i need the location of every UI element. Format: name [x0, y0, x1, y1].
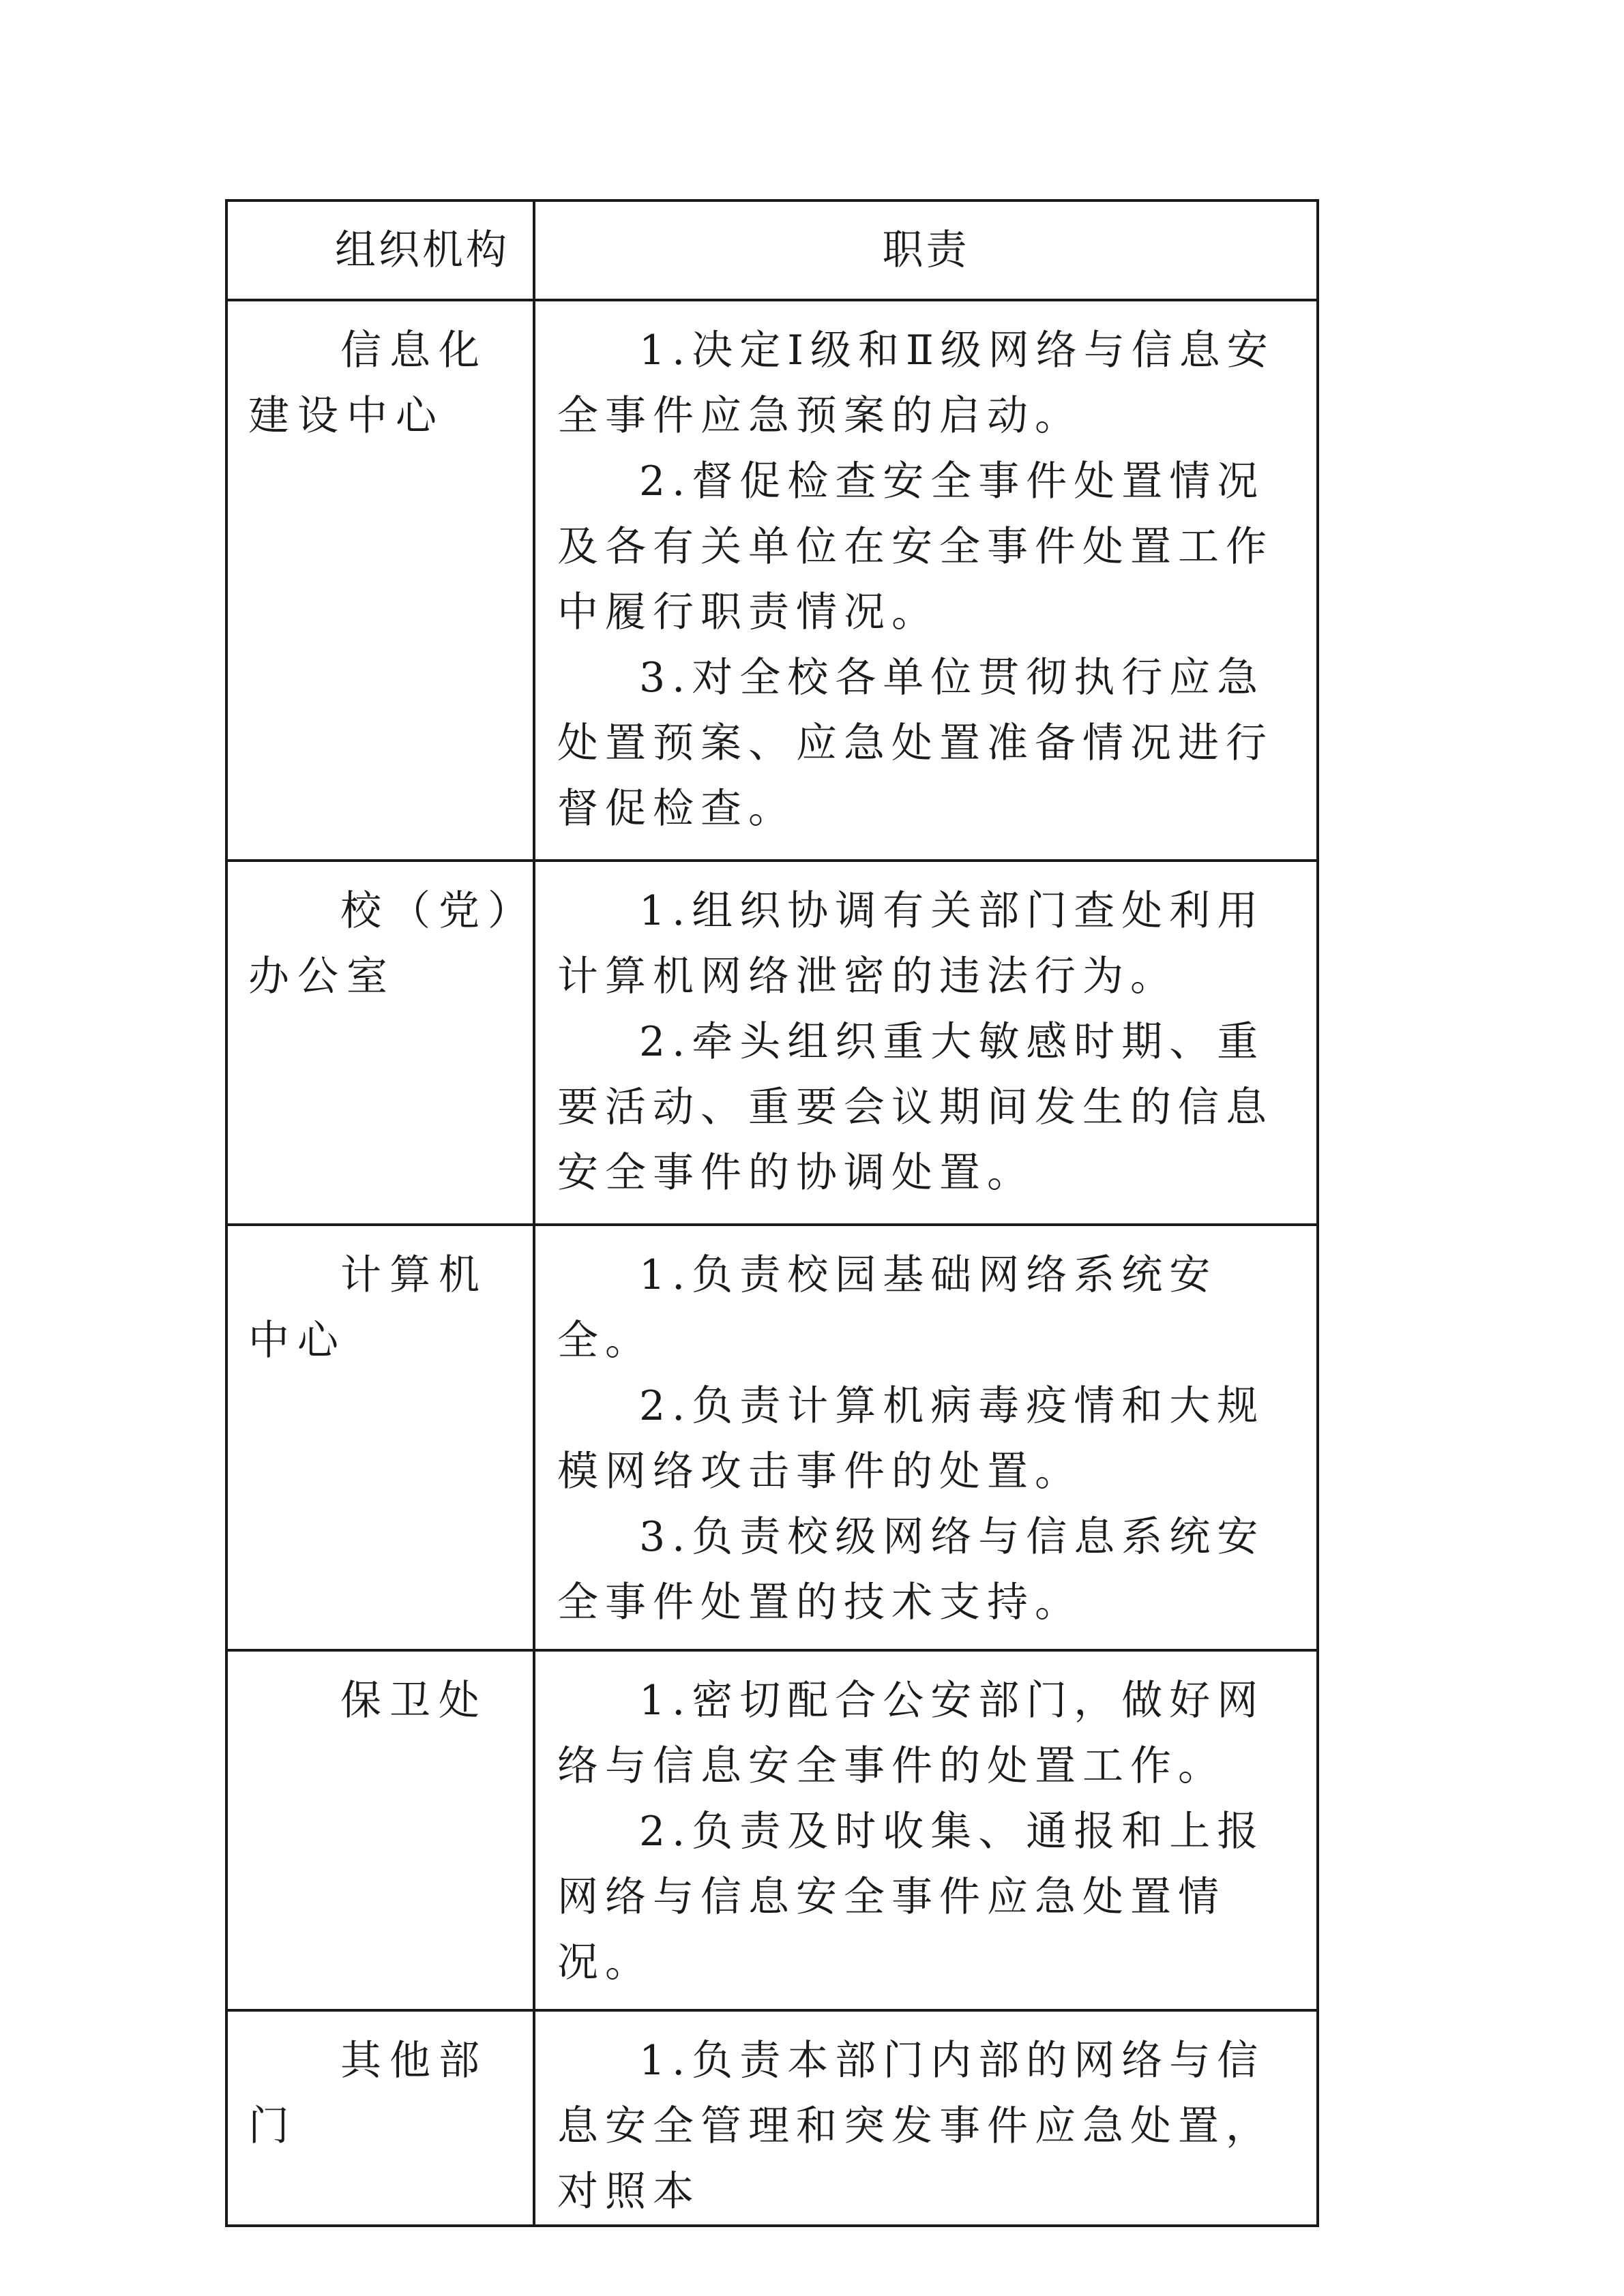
duty-item: 3.负责校级网络与信息系统安全事件处置的技术支持。	[557, 1513, 1265, 1626]
table-row	[226, 1225, 1318, 1650]
duty-cell	[534, 1650, 1318, 2010]
org-cell: 其他部门	[226, 2010, 534, 2226]
duty-item: 1.决定Ⅰ级和Ⅱ级网络与信息安全事件应急预案的启动。	[557, 327, 1275, 440]
duty-item: 2.负责及时收集、通报和上报网络与信息安全事件应急处置情况。	[557, 1808, 1265, 1986]
org-cell: 保卫处	[226, 1650, 534, 2010]
table-header-row	[226, 200, 1318, 300]
duty-item: 1.负责本部门内部的网络与信息安全管理和突发事件应急处置，对照本	[557, 2037, 1273, 2216]
duty-item: 1.负责校园基础网络系统安全。	[557, 1251, 1217, 1365]
table-row	[226, 2010, 1318, 2226]
table-row	[226, 1650, 1318, 2010]
header-org: 组织机构	[226, 200, 534, 300]
duty-item: 1.组织协调有关部门查处利用计算机网络泄密的违法行为。	[557, 887, 1265, 1000]
duty-item: 2.牵头组织重大敏感时期、重要活动、重要会议期间发生的信息安全事件的协调处置。	[557, 1018, 1273, 1197]
duty-cell	[534, 1225, 1318, 1650]
org-cell: 校（党）办公室	[226, 861, 534, 1225]
responsibility-table	[225, 199, 1319, 2227]
table-row	[226, 300, 1318, 861]
duty-cell	[534, 300, 1318, 861]
duty-item: 2.督促检查安全事件处置情况及各有关单位在安全事件处置工作中履行职责情况。	[557, 458, 1273, 636]
org-cell: 信息化建设中心	[226, 300, 534, 861]
org-cell: 计算机中心	[226, 1225, 534, 1650]
duty-item: 1.密切配合公安部门，做好网络与信息安全事件的处置工作。	[557, 1677, 1265, 1790]
header-duty: 职责	[534, 200, 1318, 300]
table-row	[226, 861, 1318, 1225]
duty-item: 2.负责计算机病毒疫情和大规模网络攻击事件的处置。	[557, 1382, 1265, 1495]
duty-cell	[534, 861, 1318, 1225]
duty-cell	[534, 2010, 1318, 2226]
duty-item: 3.对全校各单位贯彻执行应急处置预案、应急处置准备情况进行督促检查。	[557, 654, 1273, 833]
